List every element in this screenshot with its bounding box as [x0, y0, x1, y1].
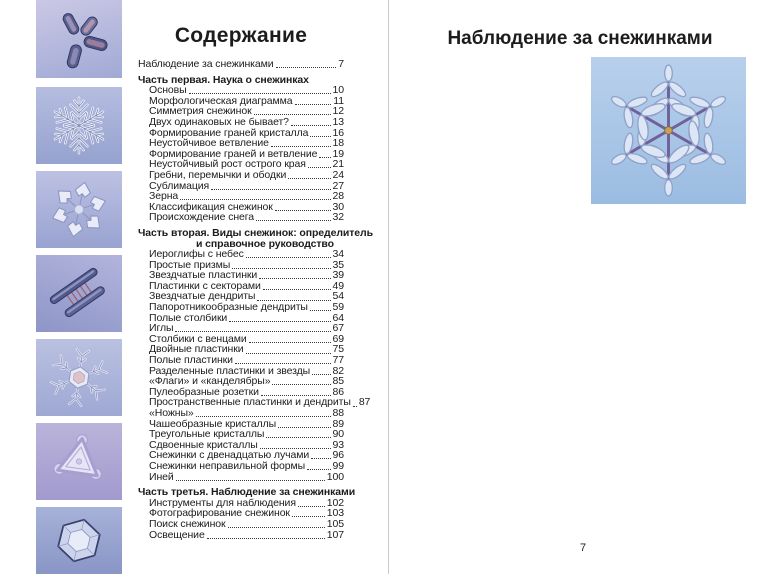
toc-leader-dots: [312, 374, 330, 375]
toc-entry-page: 27: [332, 179, 344, 192]
toc-entry-page: 19: [332, 147, 344, 160]
toc-leader-dots: [266, 437, 330, 438]
toc-entry-label: Звездчатые пластинки: [149, 269, 258, 282]
toc-leader-dots: [196, 416, 331, 417]
toc-entry[interactable]: [138, 530, 344, 541]
toc-entry-label: Морфологическая диаграмма: [149, 94, 293, 107]
toc-leader-dots: [291, 125, 331, 126]
toc-leader-dots: [259, 278, 330, 279]
toc-leader-dots: [211, 189, 330, 190]
toc-entry-label: Классификация снежинок: [149, 200, 273, 213]
toc-entry-label: Наблюдение за снежинками: [138, 58, 274, 70]
text-column-right: [591, 57, 757, 213]
toc-entry-label: Неустойчивый рост острого края: [149, 158, 306, 171]
toc-entry-label: Часть третья. Наблюдение за снежинками: [138, 486, 356, 499]
toc-entry-page: 59: [332, 301, 344, 314]
toc-entry-page: 77: [332, 354, 344, 367]
toc-entry-label: Полые пластинки: [149, 354, 233, 367]
toc-entry-label: Снежинки с двенадцатью лучами: [149, 449, 310, 462]
toc-entry-page: 34: [332, 248, 344, 261]
toc-leader-dots: [272, 384, 330, 385]
toc-entry-label: Происхождение снега: [149, 211, 255, 224]
toc-entry-page: 18: [332, 137, 344, 150]
toc-entry-label: Снежинки неправильной формы: [149, 459, 306, 472]
toc-leader-dots: [246, 257, 331, 258]
toc-leader-dots: [295, 104, 332, 105]
toc-entry-label: Основы: [149, 84, 187, 97]
toc-entry-label: Звездчатые дендриты: [149, 290, 256, 303]
toc-entry[interactable]: [138, 170, 344, 181]
stellar-dendrite-photo: [591, 57, 746, 204]
toc-entry-label: Симметрия снежинок: [149, 105, 252, 118]
toc-entry-label: Иглы: [149, 322, 174, 335]
toc-entry-label: Зерна: [149, 190, 179, 203]
toc-entry-label: Столбики с венцами: [149, 332, 247, 345]
toc-list: [138, 58, 373, 541]
toc-entry-page: 99: [332, 459, 344, 472]
toc-entry-page: 86: [332, 385, 344, 398]
toc-entry-label: Пластинки с секторами: [149, 279, 261, 292]
toc-entry-page: 35: [332, 258, 344, 271]
toc-leader-dots: [310, 136, 330, 137]
toc-leader-dots: [298, 506, 325, 507]
toc-entry-label: Фотографирование снежинок: [149, 507, 290, 520]
toc-entry-label: Формирование граней кристалла: [149, 126, 309, 139]
toc-entry-label: Поиск снежинок: [149, 517, 226, 530]
toc-entry-page: 88: [332, 407, 344, 419]
toc-entry[interactable]: [138, 408, 344, 419]
toc-entry-page: 24: [332, 168, 344, 181]
toc-leader-dots: [228, 527, 325, 528]
toc-entry-label: Иероглифы с небес: [149, 248, 244, 261]
toc-entry-label: Часть первая. Наука о снежинках: [138, 73, 309, 86]
toc-entry-label: Освещение: [149, 528, 205, 541]
toc-entry[interactable]: [138, 226, 373, 239]
toc-entry[interactable]: [138, 117, 344, 128]
toc-entry-label: Пространственные пластинки и дендриты: [149, 396, 351, 409]
toc-leader-dots: [278, 427, 330, 428]
toc-entry[interactable]: [138, 212, 344, 223]
toc-entry-label: Пулеобразные розетки: [149, 385, 259, 398]
toc-entry-page: 67: [332, 322, 344, 335]
page-gutter-divider: [388, 0, 389, 574]
toc-entry-page: 87: [358, 396, 371, 409]
toc-entry-label: Двойные пластинки: [149, 343, 244, 356]
toc-leader-dots: [275, 210, 331, 211]
toc-entry-page: 39: [332, 269, 344, 282]
toc-leader-dots: [263, 289, 331, 290]
triangular-crystal-photo: [36, 423, 122, 500]
sectored-star-crystal-photo: [36, 171, 122, 248]
toc-entry[interactable]: [138, 461, 344, 472]
toc-leader-dots: [311, 458, 330, 459]
toc-entry-page: 30: [332, 200, 344, 213]
toc-entry-label: Чашеобразные кристаллы: [149, 417, 277, 430]
toc-entry-page: 11: [333, 94, 344, 107]
toc-leader-dots: [307, 469, 331, 470]
toc-entry-page: 16: [332, 126, 344, 139]
toc-entry-page: 82: [332, 364, 344, 377]
toc-entry-page: 49: [332, 279, 344, 292]
toc-entry-label: Папоротникообразные дендриты: [149, 301, 308, 314]
toc-entry-label: Сдвоенные кристаллы: [149, 438, 258, 451]
toc-entry-page: 93: [332, 438, 344, 451]
toc-leader-dots: [292, 516, 325, 517]
toc-leader-dots: [308, 167, 331, 168]
toc-entry-page: 28: [332, 190, 344, 203]
toc-entry-label: Полые столбики: [149, 311, 228, 324]
toc-entry-page: 69: [332, 332, 344, 345]
toc-block: [138, 24, 373, 541]
toc-entry[interactable]: [138, 519, 344, 530]
chapter-title: Наблюдение за снежинками: [447, 28, 713, 49]
toc-entry[interactable]: [138, 472, 344, 483]
toc-entry-page: 89: [332, 417, 344, 430]
toc-entry-page: 12: [332, 105, 344, 118]
toc-entry-page: 10: [332, 84, 344, 97]
toc-entry-page: 64: [332, 311, 344, 324]
toc-leader-dots: [176, 480, 325, 481]
bullet-rosette-crystal-photo: [36, 0, 122, 78]
toc-entry-label: Треугольные кристаллы: [149, 428, 265, 441]
toc-entry-label: Сублимация: [149, 179, 210, 192]
toc-leader-dots: [256, 220, 330, 221]
toc-entry-label: Формирование граней и ветвление: [149, 147, 318, 160]
toc-leader-dots: [288, 178, 330, 179]
toc-entry-label: «Ножны»: [149, 407, 194, 419]
capped-column-crystal-photo: [36, 255, 122, 332]
toc-entry-label: Разделенные пластинки и звезды: [149, 364, 311, 377]
toc-entry-label: Иней: [149, 470, 174, 483]
toc-leader-dots: [276, 67, 337, 68]
toc-entry-label: и справочное руководство: [196, 237, 334, 250]
toc-entry-label: Простые призмы: [149, 258, 231, 271]
toc-leader-dots: [353, 406, 357, 407]
stellar-plate-hex-center-photo: [36, 339, 122, 416]
toc-entry-label: Инструменты для наблюдения: [149, 496, 296, 509]
page-number: 7: [579, 542, 587, 554]
toc-leader-dots: [249, 342, 331, 343]
toc-leader-dots: [207, 538, 325, 539]
toc-entry-label: Неустойчивое ветвление: [149, 137, 269, 150]
toc-entry-page: 102: [326, 496, 344, 509]
toc-entry-page: 105: [326, 517, 344, 530]
toc-entry-page: 96: [332, 449, 344, 462]
toc-entry-page: 32: [332, 211, 344, 224]
toc-entry-page: 75: [332, 343, 344, 356]
toc-leader-dots: [319, 157, 330, 158]
toc-leader-dots: [246, 353, 331, 354]
toc-entry-label: Часть вторая. Виды снежинок: определитель: [138, 226, 373, 239]
toc-entry-page: 54: [332, 290, 344, 303]
toc-leader-dots: [235, 363, 331, 364]
toc-entry[interactable]: [138, 59, 344, 70]
fernlike-stellar-dendrite-photo: [36, 87, 122, 164]
toc-leader-dots: [229, 321, 330, 322]
toc-entry-page: 90: [332, 428, 344, 441]
toc-entry-label: «Флаги» и «канделябры»: [149, 375, 271, 388]
toc-entry-page: 107: [326, 528, 344, 541]
hexagonal-plate-crystal-photo: [36, 507, 122, 574]
toc-entry-page: 103: [326, 507, 344, 520]
toc-entry-page: 13: [332, 115, 344, 128]
toc-leader-dots: [310, 310, 331, 311]
toc-title: Содержание: [174, 24, 308, 47]
toc-entry-page: 7: [338, 58, 344, 70]
toc-entry-page: 85: [332, 375, 344, 388]
toc-entry-label: Гребни, перемычки и ободки: [149, 168, 287, 181]
toc-entry-page: 21: [332, 158, 344, 171]
toc-entry-label: Двух одинаковых не бывает?: [149, 115, 289, 128]
toc-entry-page: 100: [326, 470, 344, 483]
